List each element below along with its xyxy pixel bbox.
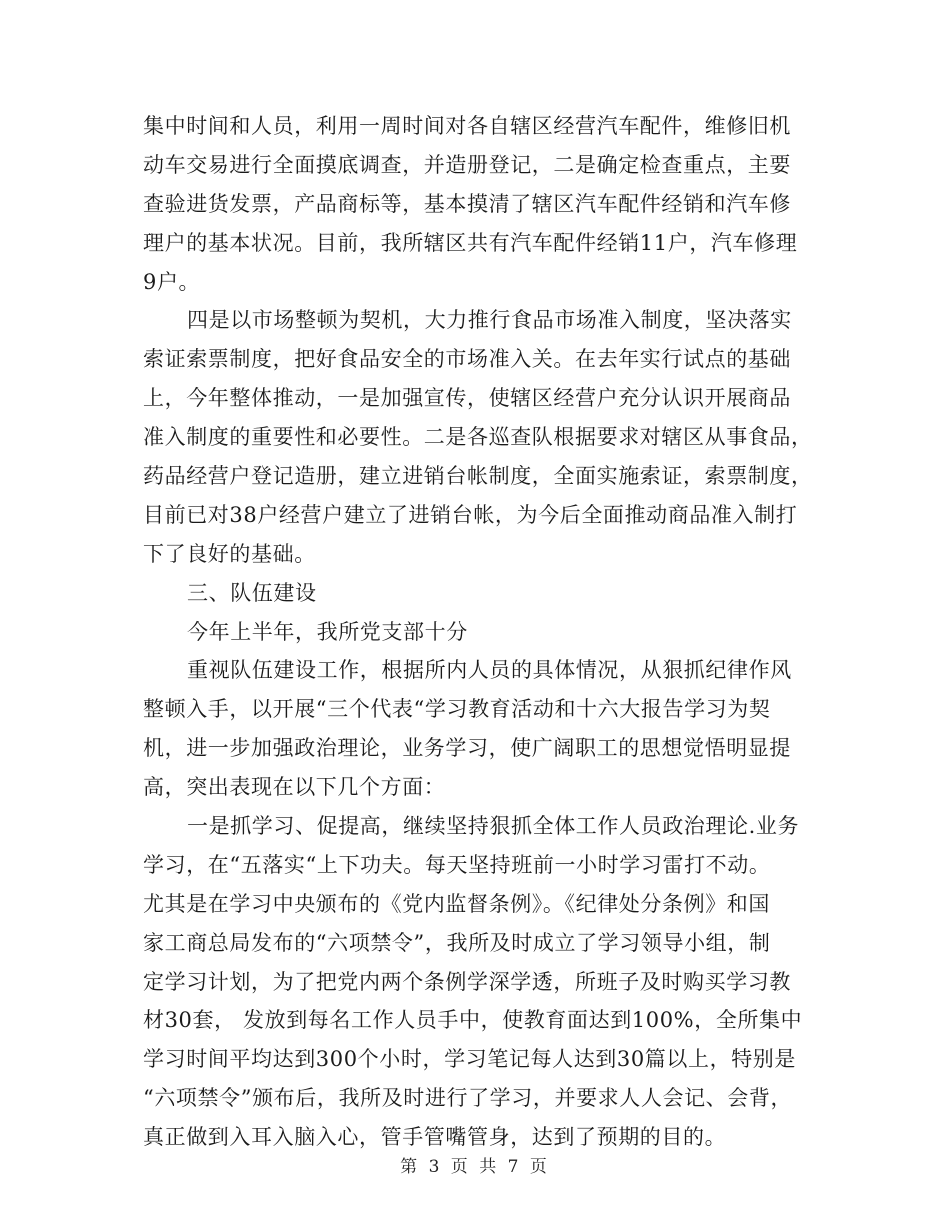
text-line: 材30套， 发放到每名工作人员手中，使教育面达到100%，全所集中 <box>143 1008 803 1033</box>
text-line: 学习，在“五落实“上下功夫。每天坚持班前一小时学习雷打不动。 <box>143 852 771 877</box>
text-line: 理户的基本状况。目前，我所辖区共有汽车配件经销11户，汽车修理 <box>143 230 798 255</box>
page-number: 第 3 页 共 7 页 <box>400 1157 550 1177</box>
text-line: 集中时间和人员，利用一周时间对各自辖区经营汽车配件，维修旧机 <box>143 114 791 138</box>
text-line: “六项禁令”颁布后，我所及时进行了学习，并要求人人会记、会背， <box>143 1086 793 1111</box>
text-line: 学习时间平均达到300个小时，学习笔记每人达到30篇以上，特别是 <box>143 1047 797 1072</box>
text-line: 查验进货发票，产品商标等，基本摸清了辖区汽车配件经销和汽车修 <box>143 191 791 216</box>
text-line: 今年上半年，我所党支部十分 <box>187 619 468 644</box>
text-line: 定学习计划，为了把党内两个条例学深学透，所班子及时购买学习教 <box>143 969 791 994</box>
text-line: 动车交易进行全面摸底调查，并造册登记，二是确定检查重点，主要 <box>143 152 791 177</box>
text-line: 下了良好的基础。 <box>143 541 316 566</box>
text-line: 药品经营户登记造册，建立进销台帐制度，全面实施索证，索票制度， <box>143 464 813 489</box>
text-line: 三、队伍建设 <box>187 580 317 605</box>
text-line: 机，进一步加强政治理论，业务学习，使广阔职工的思想觉悟明显提 <box>143 736 791 761</box>
text-line: 整顿入手，以开展“三个代表“学习教育活动和十六大报告学习为契 <box>143 697 771 722</box>
text-line: 索证索票制度，把好食品安全的市场准入关。在去年实行试点的基础 <box>143 347 791 372</box>
text-line: 一是抓学习、促提高，继续坚持狠抓全体工作人员政治理论.业务 <box>187 814 800 839</box>
document-body <box>143 107 813 1157</box>
text-line: 尤其是在学习中央颁布的《党内监督条例》。《纪律处分条例》和国 <box>143 891 770 916</box>
text-line: 目前已对38户经营户建立了进销台帐，为今后全面推动商品准入制打 <box>143 502 798 527</box>
text-line: 上，今年整体推动，一是加强宣传，使辖区经营户充分认识开展商品 <box>143 386 791 411</box>
text-line: 真正做到入耳入脑入心，管手管嘴管身，达到了预期的目的。 <box>143 1125 727 1150</box>
text-line: 9户。 <box>143 269 201 294</box>
text-line: 高，突出表现在以下几个方面： <box>143 775 446 800</box>
text-line: 四是以市场整顿为契机，大力推行食品市场准入制度，坚决落实 <box>187 308 792 333</box>
text-line: 家工商总局发布的“六项禁令”，我所及时成立了学习领导小组，制 <box>143 930 771 955</box>
text-line: 准入制度的重要性和必要性。二是各巡查队根据要求对辖区从事食品， <box>143 425 813 450</box>
text-line: 重视队伍建设工作，根据所内人员的具体情况，从狠抓纪律作风 <box>187 658 792 683</box>
